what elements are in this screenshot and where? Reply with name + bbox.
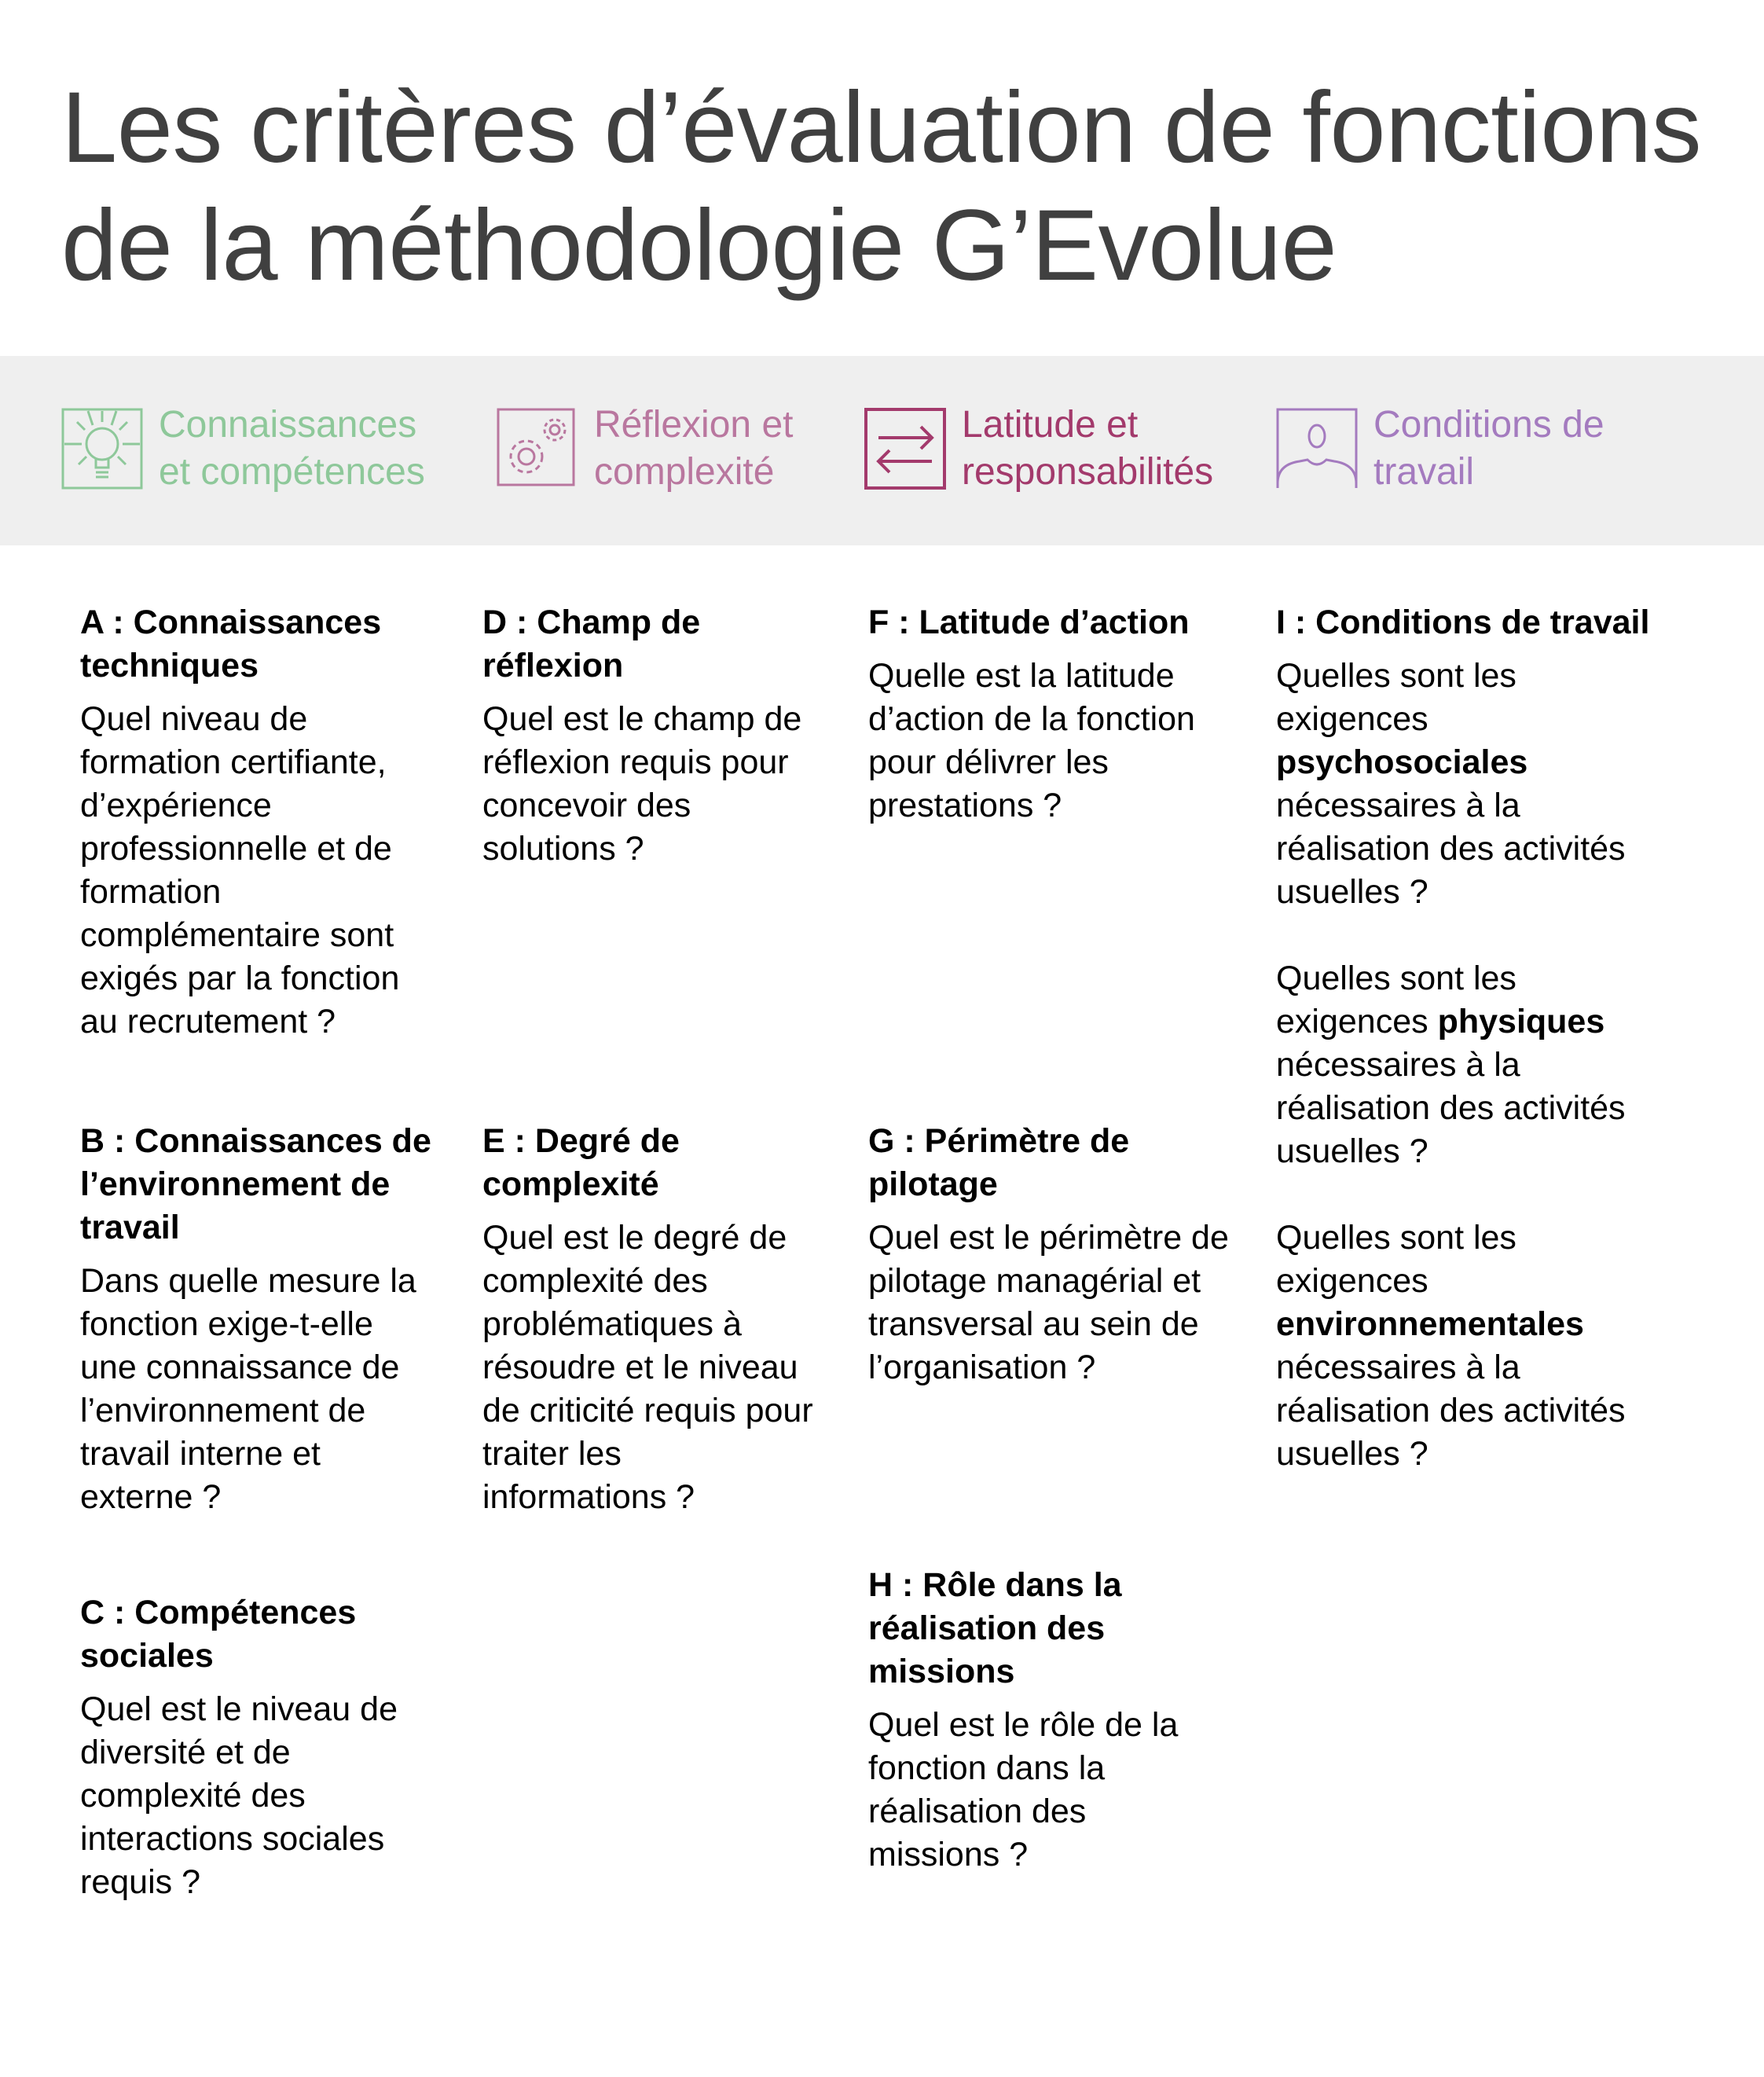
page-title: Les critères d’évaluation de fonctions de la méthodologie G’Evolue [61,72,1702,302]
arrows-exchange-icon [864,408,946,490]
criterion-f [868,601,1269,827]
criterion-d [482,601,883,871]
gears-icon [497,408,578,490]
criterion-heading: F : Latitude d’action [868,604,1190,641]
criterion-heading: D : Champ de réflexion [482,604,701,684]
category-reflection [497,402,842,496]
lightbulb-icon [61,408,143,490]
criterion-heading: H : Rôle dans la réalisation des missions [868,1566,1122,1690]
criterion-text: Quel est le rôle de la fonction dans la réalisation des missions ? [868,1706,1179,1873]
criterion-e [482,1120,883,1519]
paragraph-text: Quelles sont les exigences [1276,960,1516,1040]
category-conditions [1276,402,1606,496]
criterion-heading: I : Conditions de travail [1276,604,1650,641]
paragraph-emphasis: environnementales [1276,1305,1584,1343]
category-label-knowledge: Connaissances et compétences [159,404,425,493]
criterion-paragraph-psychosocial [1276,655,1716,914]
criterion-a [80,601,481,1044]
criterion-h [868,1564,1269,1877]
criterion-text: Quel est le degré de complexité des problématiques à résoudre et le niveau de criticité requis pour traiter les informations ? [482,1219,813,1516]
criterion-heading: C : Compétences sociales [80,1594,357,1675]
criterion-text: Quelle est la latitude d’action de la fonction pour délivrer les prestations ? [868,657,1195,824]
category-label-latitude: Latitude et responsabilités [962,404,1214,493]
category-label-reflection: Réflexion et complexité [594,404,794,493]
criterion-i [1276,601,1716,1476]
criterion-paragraph-environmental [1276,1216,1716,1476]
criterion-text: Quel est le niveau de diversité et de complexité des interactions sociales requis ? [80,1690,398,1901]
paragraph-text: Quelles sont les exigences [1276,657,1516,738]
paragraph-text: nécessaires à la réalisation des activités usuelles ? [1276,1046,1626,1170]
criterion-text: Quel est le périmètre de pilotage managérial et transversal au sein de l’organisation ? [868,1219,1229,1386]
criterion-text: Quel est le champ de réflexion requis pour concevoir des solutions ? [482,700,802,868]
paragraph-text: Quelles sont les exigences [1276,1219,1516,1300]
category-latitude [864,402,1273,496]
criterion-heading: A : Connaissances techniques [80,604,382,684]
criterion-paragraph-physical [1276,957,1716,1173]
criterion-g [868,1120,1269,1389]
paragraph-text: nécessaires à la réalisation des activités usuelles ? [1276,787,1626,911]
criterion-text: Dans quelle mesure la fonction exige-t-elle une connaissance de l’environnement de travail interne et externe ? [80,1262,416,1516]
criterion-heading: E : Degré de complexité [482,1122,680,1203]
category-label-conditions: Conditions de travail [1373,404,1604,493]
criterion-heading: G : Périmètre de pilotage [868,1122,1130,1203]
criterion-heading: B : Connaissances de l’environnement de travail [80,1122,431,1246]
criterion-b [80,1120,481,1519]
criterion-c [80,1591,481,1904]
paragraph-emphasis: psychosociales [1276,743,1528,781]
paragraph-emphasis: physiques [1437,1003,1605,1040]
category-knowledge [61,402,454,496]
criterion-text: Quel niveau de formation certifiante, d’expérience professionnelle et de formation complémentaire sont exigés par la fonction au recrutement ? [80,700,400,1040]
person-icon [1276,408,1358,490]
paragraph-text: nécessaires à la réalisation des activités usuelles ? [1276,1349,1626,1473]
